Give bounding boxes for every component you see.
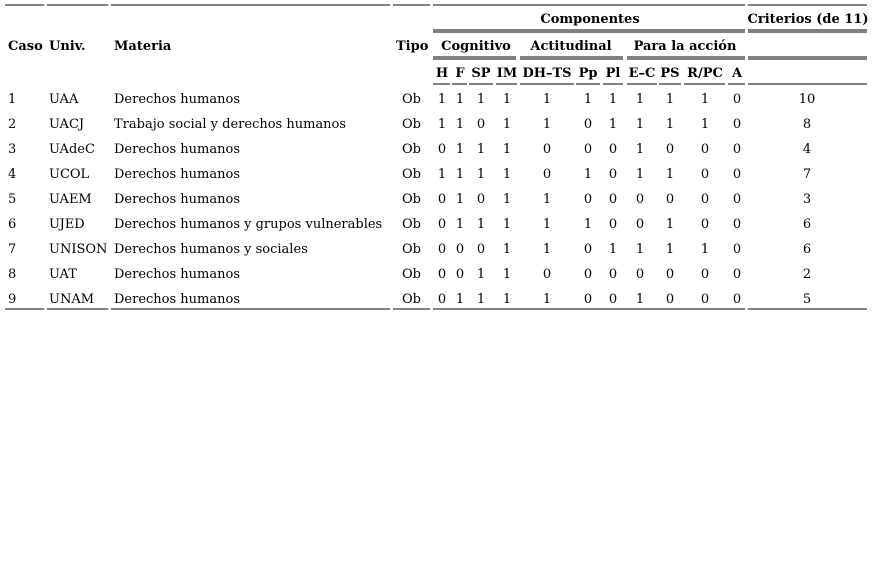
table-row (8, 292, 811, 307)
subheader-cell: PS (660, 66, 680, 81)
cell-value: 0 (542, 267, 552, 282)
cell-value: 0 (732, 192, 742, 207)
cell-value: 1 (542, 242, 552, 257)
header-criterios: Criterios (de 11) (747, 12, 869, 27)
cell-value: 0 (700, 142, 710, 157)
table-body (8, 92, 815, 307)
cell-value: 0 (635, 217, 645, 232)
cell-value: 0 (608, 167, 618, 182)
cell-value: 1 (502, 142, 512, 157)
cell-value: 1 (455, 92, 465, 107)
cell-criterios: 7 (802, 167, 812, 182)
cell-caso: 5 (8, 192, 17, 207)
cell-value: 0 (583, 142, 593, 157)
cell-value: 1 (455, 217, 465, 232)
cell-tipo: Ob (402, 192, 421, 207)
cell-materia: Derechos humanos (114, 192, 241, 207)
cell-value: 0 (437, 242, 447, 257)
cell-caso: 4 (8, 167, 17, 182)
cell-value: 1 (542, 92, 552, 107)
cell-value: 0 (700, 217, 710, 232)
cell-value: 1 (700, 117, 710, 132)
cell-materia: Derechos humanos y sociales (114, 242, 308, 257)
cell-value: 0 (437, 292, 447, 307)
cell-value: 1 (476, 217, 486, 232)
cell-caso: 8 (8, 267, 17, 282)
cell-value: 1 (608, 117, 618, 132)
cell-tipo: Ob (402, 242, 421, 257)
cell-materia: Derechos humanos (114, 267, 241, 282)
cell-value: 0 (608, 267, 618, 282)
table-row (8, 242, 811, 257)
cell-value: 0 (635, 267, 645, 282)
table-row (8, 142, 811, 157)
table-row (8, 192, 811, 207)
subheader-cell: H (435, 66, 449, 81)
cell-value: 1 (583, 167, 593, 182)
cell-univ: UACJ (49, 117, 85, 132)
cell-value: 0 (732, 217, 742, 232)
cell-value: 1 (455, 117, 465, 132)
cell-caso: 9 (8, 292, 17, 307)
subheader-cell: SP (471, 66, 491, 81)
cell-value: 0 (700, 167, 710, 182)
cell-criterios: 3 (802, 192, 812, 207)
cell-caso: 7 (8, 242, 17, 257)
cell-value: 0 (665, 192, 675, 207)
cell-caso: 1 (8, 92, 17, 107)
cell-value: 0 (700, 292, 710, 307)
cell-value: 0 (608, 142, 618, 157)
cell-value: 0 (732, 92, 742, 107)
cell-value: 1 (437, 167, 447, 182)
cell-materia: Derechos humanos y grupos vulnerables (114, 217, 383, 232)
cell-value: 0 (476, 242, 486, 257)
cell-materia: Derechos humanos (114, 292, 241, 307)
cell-value: 0 (608, 217, 618, 232)
cell-univ: UAA (49, 92, 79, 107)
table-row (8, 267, 811, 282)
cell-value: 1 (635, 142, 645, 157)
cell-value: 0 (476, 117, 486, 132)
cell-value: 1 (502, 192, 512, 207)
cell-tipo: Ob (402, 117, 421, 132)
cell-tipo: Ob (402, 292, 421, 307)
cell-value: 1 (476, 92, 486, 107)
cell-value: 0 (732, 292, 742, 307)
cell-caso: 3 (8, 142, 17, 157)
cell-value: 1 (665, 92, 675, 107)
table-row (8, 217, 811, 232)
subheader-cell: IM (496, 66, 518, 81)
cell-value: 0 (700, 267, 710, 282)
cell-value: 0 (732, 142, 742, 157)
cell-materia: Derechos humanos (114, 142, 241, 157)
cell-tipo: Ob (402, 217, 421, 232)
subheader-cell: R/PC (687, 66, 723, 81)
cell-value: 1 (665, 167, 675, 182)
table-row (8, 92, 815, 107)
cell-value: 0 (583, 117, 593, 132)
cell-materia: Derechos humanos (114, 167, 241, 182)
cell-value: 1 (542, 292, 552, 307)
cell-univ: UAEM (49, 192, 92, 207)
cell-value: 1 (665, 217, 675, 232)
cell-value: 0 (437, 142, 447, 157)
cell-value: 1 (455, 292, 465, 307)
cell-value: 1 (455, 167, 465, 182)
cell-criterios: 6 (802, 217, 812, 232)
cell-univ: UCOL (49, 167, 90, 182)
cell-value: 0 (732, 117, 742, 132)
header-materia: Materia (114, 39, 172, 54)
cell-criterios: 5 (802, 292, 812, 307)
cell-materia: Derechos humanos (114, 92, 241, 107)
cell-value: 0 (542, 142, 552, 157)
cell-univ: UNAM (49, 292, 95, 307)
cell-value: 0 (455, 242, 465, 257)
cell-value: 0 (542, 167, 552, 182)
header-tipo: Tipo (396, 39, 429, 54)
cell-value: 0 (635, 192, 645, 207)
cell-univ: UAT (49, 267, 77, 282)
cell-value: 1 (608, 92, 618, 107)
cell-value: 1 (665, 242, 675, 257)
cell-value: 1 (476, 267, 486, 282)
cell-tipo: Ob (402, 142, 421, 157)
cell-value: 1 (476, 292, 486, 307)
cell-value: 1 (635, 292, 645, 307)
cell-value: 1 (583, 217, 593, 232)
cell-value: 0 (608, 292, 618, 307)
cell-value: 0 (732, 267, 742, 282)
cell-value: 0 (665, 142, 675, 157)
cell-value: 1 (635, 117, 645, 132)
cell-value: 1 (502, 292, 512, 307)
header-univ: Univ. (49, 39, 86, 54)
cell-value: 1 (502, 92, 512, 107)
cell-value: 0 (700, 192, 710, 207)
cell-value: 1 (583, 92, 593, 107)
cell-value: 0 (732, 167, 742, 182)
cell-materia: Trabajo social y derechos humanos (114, 117, 347, 132)
cell-univ: UJED (49, 217, 85, 232)
cell-value: 0 (583, 267, 593, 282)
subheader-cell: A (731, 66, 743, 81)
header-caso: Caso (8, 39, 43, 54)
cell-value: 0 (437, 267, 447, 282)
cell-value: 0 (437, 192, 447, 207)
table-row (8, 117, 811, 132)
cell-value: 1 (502, 267, 512, 282)
cell-value: 1 (665, 117, 675, 132)
cell-value: 1 (455, 192, 465, 207)
cell-univ: UAdeC (49, 142, 95, 157)
table-row (8, 167, 811, 182)
cell-criterios: 2 (802, 267, 812, 282)
header-group-accion: Para la acción (633, 39, 737, 54)
cell-value: 1 (502, 117, 512, 132)
cell-value: 0 (583, 192, 593, 207)
header-group-cognitivo: Cognitivo (441, 39, 511, 54)
cell-value: 1 (700, 92, 710, 107)
cell-value: 0 (732, 242, 742, 257)
cell-value: 1 (437, 92, 447, 107)
cell-value: 1 (476, 167, 486, 182)
cell-tipo: Ob (402, 92, 421, 107)
cell-tipo: Ob (402, 267, 421, 282)
cell-value: 0 (476, 192, 486, 207)
cell-value: 1 (635, 167, 645, 182)
cell-caso: 6 (8, 217, 17, 232)
subheader-cell: E–C (628, 66, 656, 81)
cell-value: 1 (608, 242, 618, 257)
cell-value: 1 (455, 142, 465, 157)
cell-criterios: 6 (802, 242, 812, 257)
cell-caso: 2 (8, 117, 17, 132)
header-group-actitudinal: Actitudinal (530, 39, 612, 54)
cell-value: 1 (635, 92, 645, 107)
cell-criterios: 8 (802, 117, 812, 132)
cell-value: 0 (583, 242, 593, 257)
subheader-cell: DH–TS (522, 66, 572, 81)
cell-value: 0 (665, 267, 675, 282)
cell-value: 1 (437, 117, 447, 132)
cell-value: 0 (583, 292, 593, 307)
subheader-cell: Pl (605, 66, 621, 81)
cell-criterios: 10 (798, 92, 816, 107)
cell-value: 1 (542, 217, 552, 232)
cell-value: 0 (665, 292, 675, 307)
cell-value: 0 (437, 217, 447, 232)
cell-value: 1 (476, 142, 486, 157)
cell-value: 1 (635, 242, 645, 257)
cell-value: 0 (455, 267, 465, 282)
cell-value: 1 (542, 192, 552, 207)
subheader-row (436, 66, 743, 81)
cell-value: 1 (542, 117, 552, 132)
cell-value: 1 (502, 217, 512, 232)
header-componentes: Componentes (540, 12, 640, 27)
cell-univ: UNISON (49, 242, 108, 257)
cell-value: 1 (502, 242, 512, 257)
subheader-cell: F (455, 66, 465, 81)
cell-criterios: 4 (802, 142, 812, 157)
cell-value: 0 (608, 192, 618, 207)
cell-value: 1 (502, 167, 512, 182)
cell-tipo: Ob (402, 167, 421, 182)
cell-value: 1 (700, 242, 710, 257)
subheader-cell: Pp (578, 66, 598, 81)
